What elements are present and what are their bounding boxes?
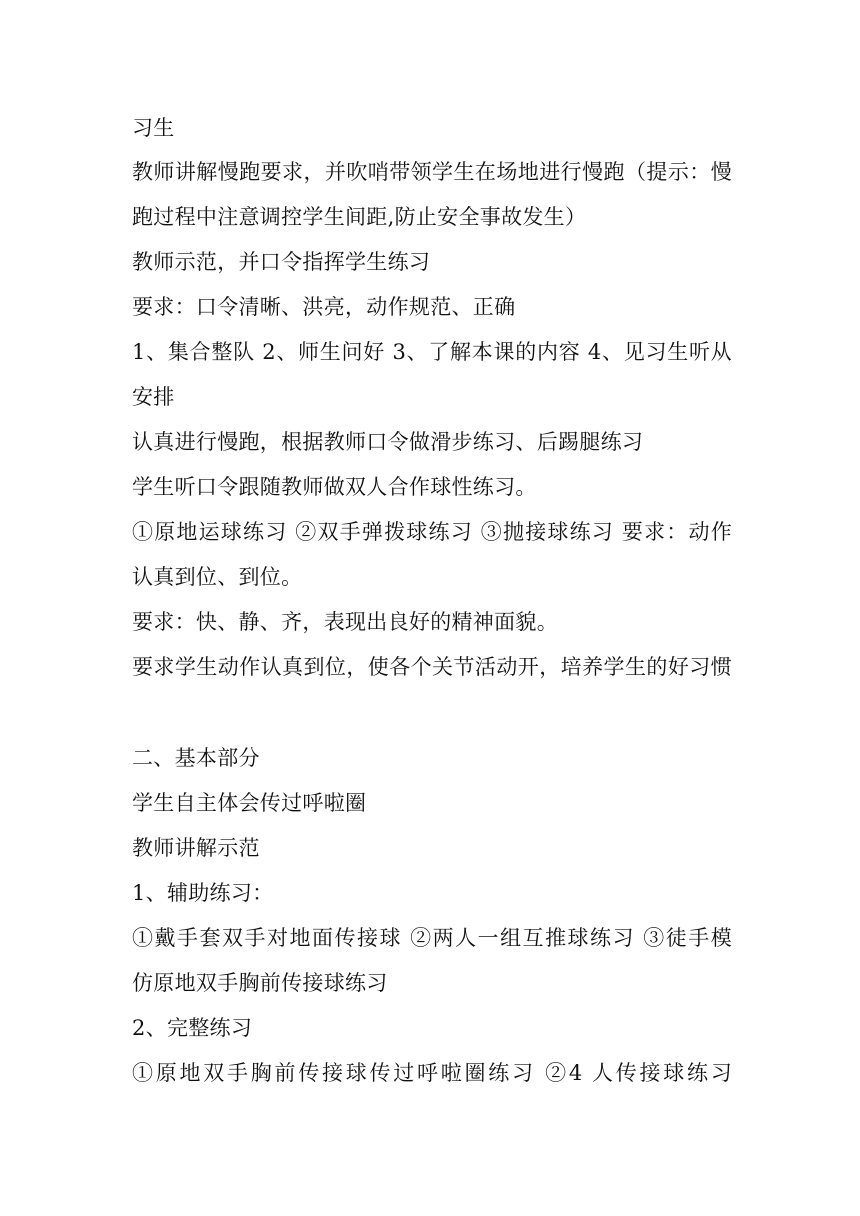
text-line: ①戴手套双手对地面传接球 ②两人一组互推球练习 ③徒手模 [132, 926, 732, 950]
text-line: 安排 [132, 385, 175, 409]
text-line: 习生 [132, 116, 175, 140]
text-line: 要求学生动作认真到位，使各个关节活动开，培养学生的好习惯 [132, 655, 732, 679]
text-line: 学生听口令跟随教师做双人合作球性练习。 [132, 475, 537, 499]
text-line: 教师示范，并口令指挥学生练习 [132, 250, 431, 274]
text-line: 跑过程中注意调控学生间距,防止安全事故发生） [132, 205, 587, 229]
text-line: 2、完整练习 [132, 1016, 253, 1040]
text-line: 教师讲解慢跑要求，并吹哨带领学生在场地进行慢跑（提示：慢 [132, 160, 732, 184]
text-line: 认真到位、到位。 [132, 565, 303, 589]
text-line: 1、辅助练习： [132, 881, 274, 905]
text-line: 1、集合整队 2、师生问好 3、了解本课的内容 4、见习生听从 [132, 340, 732, 364]
text-line: 仿原地双手胸前传接球练习 [132, 971, 388, 995]
text-line: ①原地运球练习 ②双手弹拨球练习 ③抛接球练习 要求：动作 [132, 520, 732, 544]
text-line: 要求：口令清晰、洪亮，动作规范、正确 [132, 295, 516, 319]
text-line: 要求：快、静、齐，表现出良好的精神面貌。 [132, 610, 558, 634]
text-line: 学生自主体会传过呼啦圈 [132, 791, 367, 815]
text-line: 认真进行慢跑，根据教师口令做滑步练习、后踢腿练习 [132, 430, 644, 454]
section-heading: 二、基本部分 [132, 746, 260, 770]
text-line: ①原地双手胸前传接球传过呼啦圈练习 ②4 人传接球练习 [132, 1061, 732, 1085]
text-line: 教师讲解示范 [132, 836, 260, 860]
